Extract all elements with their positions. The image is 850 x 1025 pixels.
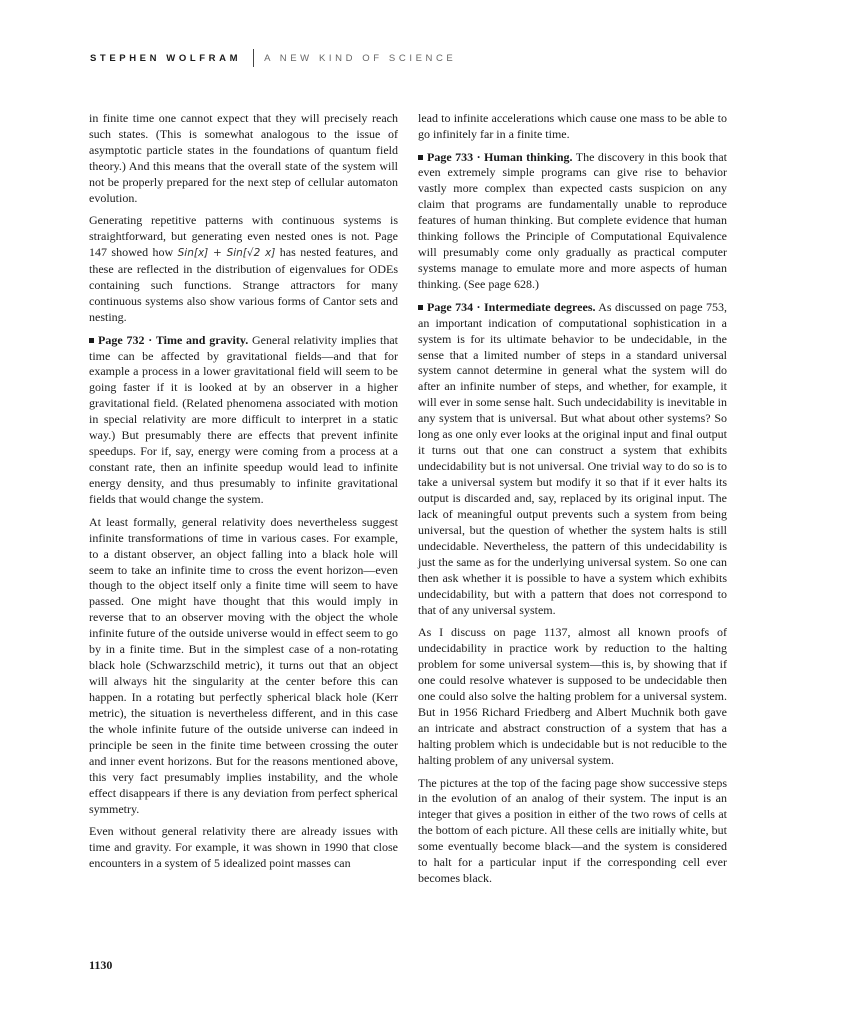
paragraph: At least formally, general relativity does nevertheless suggest infinite transformations of time in various cases. For example, to a distant observer, an object falling into a black hole will seem to take an infinite time to cross the event horizon—even though to the object itself only a finite time will seem to have passed. One might have thought that this would imply in reverse that to an observer moving with the object the whole infinite future of the outside universe would in effect seem to go by in a finite time. But in the simplest case of a non-rotating black hole (Schwarzschild metric), it turns out that an object will always hit the singularity at the center before this can happen. In a rotating but perfectly spherical black hole (Kerr metric), the situation is nevertheless different, and in this case the whole infinite future of the outside universe can indeed in principle be seen in the finite time between crossing the outer and inner event horizons. But for the reasons mentioned above, this very fact presumably implies instability, and the whole effect disappears if there is any deviation from perfect spherical symmetry. <box>89 514 398 816</box>
paragraph-text: has nested features, and these are reflected in the distribution of eigenvalues for ODEs containing such functions. Strange attractors for many continuous systems also show various forms of Cantor sets and nesting. <box>89 245 399 325</box>
left-column <box>89 111 398 879</box>
note-text: The discovery in this book that even extremely simple programs can give rise to behavior vastly more complex than expected casts suspicion on any claim that programs are fundamentally unable to reproduce features of human thinking. But complete evidence that human thinking follows the Principle of Computational Equivalence will presumably come only gradually as practical computer systems manage to emulate more and more aspects of human thinking. (See page 628.) <box>418 149 727 292</box>
paragraph: The pictures at the top of the facing page show successive steps in the evolution of an analog of their system. The input is an integer that gives a position in either of the two rows of cells at the bottom of each picture. All these cells are initially white, but some eventually become black—and the system is considered to halt for a particular input if the corresponding cell ever becomes black. <box>418 775 727 886</box>
running-head-book-title: A NEW KIND OF SCIENCE <box>264 52 457 64</box>
running-head-author: STEPHEN WOLFRAM <box>90 52 242 64</box>
note-text: As discussed on page 753, an important indication of computational sophistication in a system is for its ultimate behavior to be undecidable, in the sense that a limited number of steps in a standard universal system cannot determine in general what the system will do after an infinite number of steps, and whether, for example, it will ever in some sense halt. Such undecidability is inevitable in any system that is universal. But what about other systems? So long as one only ever looks at the original input and final output it turns out that one can construct a system that exhibits undecidability but is not universal. One trivial way to do so is to take a universal system but modify it so that if it ever halts its output is discarded and, say, replaced by its original input. The lack of meaningful output prevents such a system from being universal, but the question of whether the system halts is still undecidable. Nevertheless, the pattern of this undecidability is just the same as for the underlying universal system. So one can then ask whether it is possible to have a system which exhibits undecidability, but with a pattern that does not correspond to that of any universal system. <box>418 299 727 617</box>
note-paragraph <box>418 300 727 619</box>
page-number: 1130 <box>89 958 113 972</box>
note-paragraph <box>89 333 398 508</box>
note-bullet-icon <box>418 305 423 310</box>
paragraph: lead to infinite accelerations which cause one mass to be able to go infinitely far in a finite time. <box>418 111 727 141</box>
note-heading: Page 732 · Time and gravity. <box>98 332 249 347</box>
paragraph: As I discuss on page 1137, almost all known proofs of undecidability in practice work by reduction to the halting problem for some universal system—this is, by showing that if one could resolve whatever is supposed to be undecidable then one could also solve the halting problem for a universal system. But in 1956 Richard Friedberg and Albert Muchnik both gave an intricate and abstract construction of a system that has a halting problem which is undecidable but is not reducible to the halting problem of any universal system. <box>418 625 727 767</box>
note-bullet-icon <box>89 338 94 343</box>
paragraph <box>89 213 398 326</box>
note-heading: Page 733 · Human thinking. <box>427 149 573 164</box>
running-head <box>90 48 456 68</box>
paragraph-text: Generating repetitive patterns with continuous systems is straightforward, but generating even nested ones is not. Page 147 showed how <box>89 213 398 260</box>
running-head-divider <box>253 49 254 67</box>
paragraph: in finite time one cannot expect that they will precisely reach such states. (This is somewhat analogous to the issue of asymptotic particle states in the foundations of quantum field theory.) And this means that the overall state of the system will not be properly prepared for the next step of cellular automaton evolution. <box>89 111 398 205</box>
math-formula: Sin[x] + Sin[√2 x] <box>177 247 276 260</box>
note-paragraph <box>418 150 727 294</box>
paragraph: Even without general relativity there are already issues with time and gravity. For example, it was shown in 1990 that close encounters in a system of 5 idealized point masses can <box>89 824 398 871</box>
note-bullet-icon <box>418 155 423 160</box>
note-text: General relativity implies that time can be affected by gravitational fields—and that for example a process in a lower gravitational field will seem to be going faster if it is looked at by an observer in a higher gravitational field. (Related phenomena associated with motion in special relativity are more difficult to interpret in a static way.) But presumably there are effects that prevent infinite speedups. For if, say, energy were coming from a process at a constant rate, then an infinite speedup would lead to infinite energy density, and thus presumably to infinite gravitational fields that would change the system. <box>89 332 398 507</box>
note-heading: Page 734 · Intermediate degrees. <box>427 299 596 314</box>
right-column <box>418 111 727 894</box>
